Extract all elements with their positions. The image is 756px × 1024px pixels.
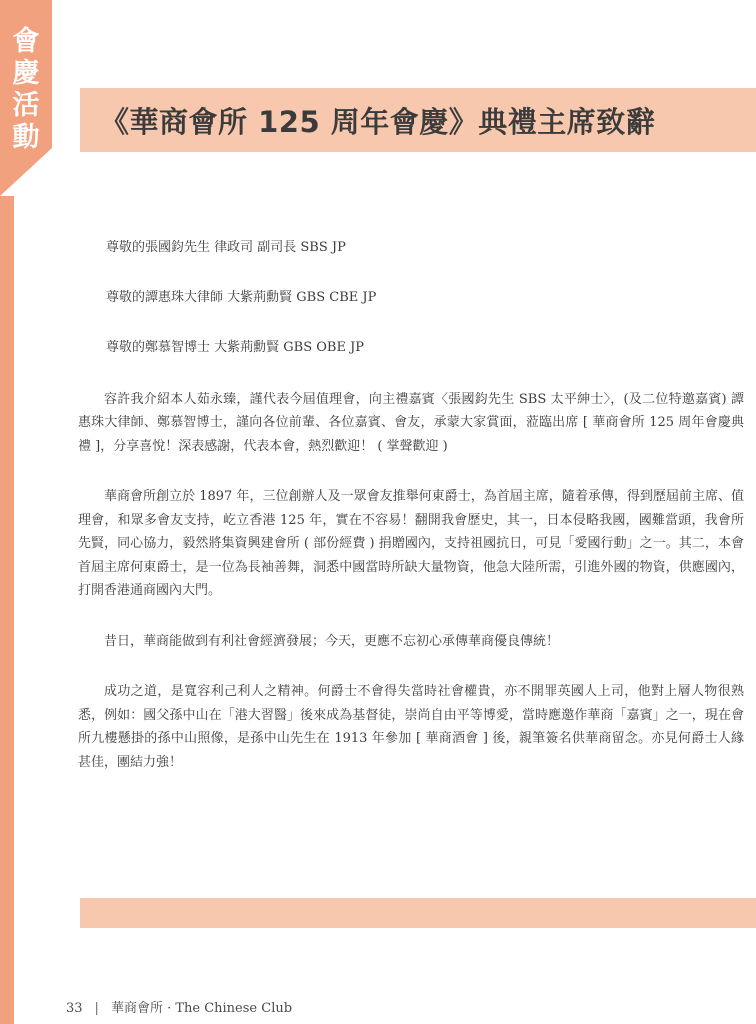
speech-paragraph: 成功之道，是寬容利己利人之精神。何爵士不會得失當時社會權貴，亦不開罪英國人上司，他對上層人物很熟悉，例如：國父孫中山在「港大習醫」後來成為基督徒，崇尚自由平等博愛，當時應邀作華商「嘉賓」之一，現在會所九樓懸掛的孫中山照像，是孫中山先生在 1913 年參加 [ 華商酒會 ] 後，親筆簽名供華商留念。亦見何爵士人緣甚佳，團結力強！ — [78, 684, 744, 770]
section-label-char: 動 — [12, 122, 40, 153]
publication-name: 華商會所 · The Chinese Club — [110, 1001, 293, 1016]
page-title: 《華商會所 125 周年會慶》典禮主席致辭 — [100, 105, 656, 139]
section-label — [6, 26, 46, 154]
bottom-band — [80, 898, 756, 928]
speech-body — [78, 236, 744, 801]
section-side-tab — [0, 0, 52, 1024]
speech-paragraph: 華商會所創立於 1897 年，三位創辦人及一眾會友推舉何東爵士，為首屆主席，隨着承傳，得到歷屆前主席、值理會，和眾多會友支持，屹立香港 125 年，實在不容易！翻開我會歷史，其一，日本侵略我國，國難當頭，我會所先賢，同心協力，毅然將集資興建會所 ( 部份經費 ) 捐贈國內，支持祖國抗日，可見「愛國行動」之一。其二，本會首屆主席何東爵士，是一位為長袖善舞，洞悉中國當時所缺大量物資，他急大陸所需，引進外國的物資，供應國內，打開香港通商國內大門。 — [78, 489, 744, 598]
speech-paragraph: 昔日，華商能做到有利社會經濟發展；今天，更應不忘初心承傳華商優良傳統！ — [104, 633, 560, 649]
page-footer — [66, 998, 292, 1020]
page-number: 33 — [66, 1001, 83, 1016]
section-label-char: 慶 — [12, 58, 40, 89]
salutation-line: 尊敬的鄭慕智博士 大紫荊勳賢 GBS OBE JP — [106, 340, 365, 355]
salutation-line: 尊敬的張國鈞先生 律政司 副司長 SBS JP — [106, 240, 346, 255]
section-label-char: 會 — [12, 26, 40, 57]
speech-paragraph: 容許我介紹本人茹永臻，謹代表今屆值理會，向主禮嘉賓〈張國鈞先生 SBS 太平紳士〉，(及二位特邀嘉賓) 譚惠珠大律師、鄭慕智博士，謹向各位前輩、各位嘉賓、會友，承蒙大家賞面，蒞臨出席 [ 華商會所 125 周年會慶典禮 ]，分享喜悅！深表感謝，代表本會，熱烈歡迎！ ( 掌聲歡迎 ) — [78, 391, 744, 454]
footer-separator: | — [94, 1001, 99, 1016]
section-label-char: 活 — [12, 90, 40, 121]
salutation-line: 尊敬的譚惠珠大律師 大紫荊勳賢 GBS CBE JP — [106, 290, 377, 305]
